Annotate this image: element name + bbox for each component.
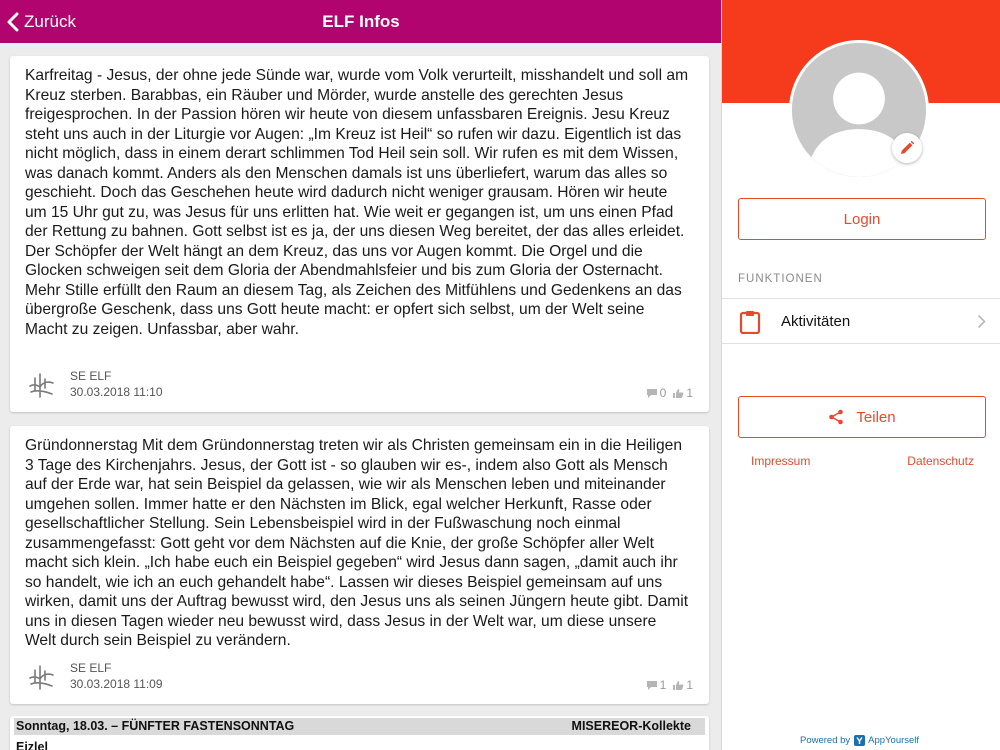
clipboard-icon <box>739 310 761 334</box>
privacy-link[interactable]: Datenschutz <box>907 454 974 468</box>
parish-logo-icon <box>26 370 56 400</box>
post-date: 30.03.2018 11:10 <box>70 385 163 399</box>
pencil-icon <box>899 140 915 156</box>
post-author: SE ELF <box>70 369 112 383</box>
profile-sidebar <box>722 0 1000 750</box>
appyourself-logo-icon <box>854 735 865 746</box>
like-count: 1 <box>686 678 693 692</box>
parish-logo-icon <box>26 662 56 692</box>
share-button[interactable] <box>738 396 986 438</box>
thumbs-up-icon <box>672 680 684 691</box>
section-label: FUNKTIONEN <box>738 273 823 285</box>
powered-prefix: Powered by <box>800 735 851 746</box>
share-icon <box>828 409 844 425</box>
activities-menu-item[interactable] <box>722 298 1000 344</box>
powered-by[interactable] <box>800 735 919 746</box>
activities-label: Aktivitäten <box>781 313 851 330</box>
login-button[interactable] <box>738 198 986 240</box>
post-text: Karfreitag - Jesus, der ohne jede Sünde war, wurde vom Volk verurteilt, misshandelt und soll am Kreuz sterben. Barabbas, ein Räuber und Mörder, wurde anstelle des gerechten Jesus freigesprochen. In der Passion hören wir heute von diesem unfassbaren Ereignis. Jesu Kreuz steht uns auch in der Liturgie vor Augen: „Im Kreuz ist Heil“ so rufen wir dazu. Eigentlich ist das nicht möglich, dass in einem derart schlimmen Tod Heil sein soll. Wir rufen es mit dem Wissen, was danach kommt. Anders als den Menschen damals ist uns überliefert, warum das alles so geschieht. Doch das Geschehen heute wird dadurch nicht weniger grausam. Hören wir heute um 15 Uhr gut zu, was Jesus für uns erlitten hat. Wie weit er gegangen ist, um uns einen Pfad der Rettung zu bahnen. Gott selbst ist es ja, der uns diesen Weg bereitet, der das alles erleidet. Der Schöpfer der Welt hängt an dem Kreuz, das uns vor Augen kommt. Die Orgel und die Glocken schweigen seit dem Gloria der Abendmahlsfeier und bis zum Gloria der Osternacht. Mehr Stille erfüllt den Raum an diesem Tag, als Zeichen des Mitfühlens und Gedenkens an das übergroße Geschenk, dass uns Gott heute macht: er opfert sich selbst, um der Welt seine Macht zu zeigen. Unfassbar, aber wahr. <box>25 67 689 338</box>
powered-brand: AppYourself <box>868 735 920 746</box>
back-label: Zurück <box>24 12 76 31</box>
post-image-heading <box>14 718 705 735</box>
chevron-left-icon <box>6 12 20 32</box>
chevron-right-icon <box>977 314 986 329</box>
post-text: Gründonnerstag Mit dem Gründonnerstag treten wir als Christen gemeinsam ein in die Heiligen 3 Tage des Kirchenjahrs. Jesus, der Gott ist - so glauben wir es-, indem also Gott als Mensch auf der Erde war, hat sein Beispiel da gelassen, wie wir als Menschen leben und miteinander umgehen sollen. Immer hatte er den Nächsten im Blick, egal welcher Herkunft, Rasse oder gesellschaftlicher Stellung. Sein Lebensbeispiel wird in der Fußwaschung noch einmal zusammengefasst: Gott geht vor dem Nächsten auf die Knie, der große Schöpfer aller Welt macht sich klein. „Ich habe euch ein Beispiel gegeben“ wird Jesus dann sagen, „damit auch ihr so handelt, wie ich an euch gehandelt habe“. Lassen wir dieses Beispiel gemeinsam auf uns wirken, damit uns der Auftrag bewusst wird, den Jesus uns als seinen Jüngern heute gibt. Damit uns in diesen Tagen wieder neu bewusst wird, dass Jesus in der Welt war, um diese unsere Welt durch sein Beispiel zu verändern. <box>25 437 689 649</box>
post-card[interactable] <box>10 716 709 750</box>
post-card[interactable] <box>10 426 709 704</box>
heading-left: Sonntag, 18.03. – FÜNFTER FASTENSONNTAG <box>16 719 295 733</box>
post-card[interactable] <box>10 56 709 412</box>
comment-icon <box>646 680 658 691</box>
post-author: SE ELF <box>70 661 112 675</box>
comment-count: 0 <box>659 386 667 400</box>
comment-icon <box>646 388 658 399</box>
like-count: 1 <box>686 386 693 400</box>
post-stats <box>640 386 693 400</box>
heading-right: MISEREOR-Kollekte <box>571 719 691 733</box>
post-subheading: Eizlel <box>16 740 48 750</box>
thumbs-up-icon <box>672 388 684 399</box>
page-title: ELF Infos <box>322 12 400 31</box>
post-stats <box>640 678 693 692</box>
top-bar <box>0 0 722 43</box>
impressum-link[interactable]: Impressum <box>751 454 811 468</box>
edit-avatar-button[interactable] <box>892 133 922 163</box>
comment-count: 1 <box>659 678 667 692</box>
post-date: 30.03.2018 11:09 <box>70 677 163 691</box>
back-button[interactable] <box>6 10 76 34</box>
share-label: Teilen <box>856 408 896 426</box>
login-label: Login <box>843 210 881 228</box>
